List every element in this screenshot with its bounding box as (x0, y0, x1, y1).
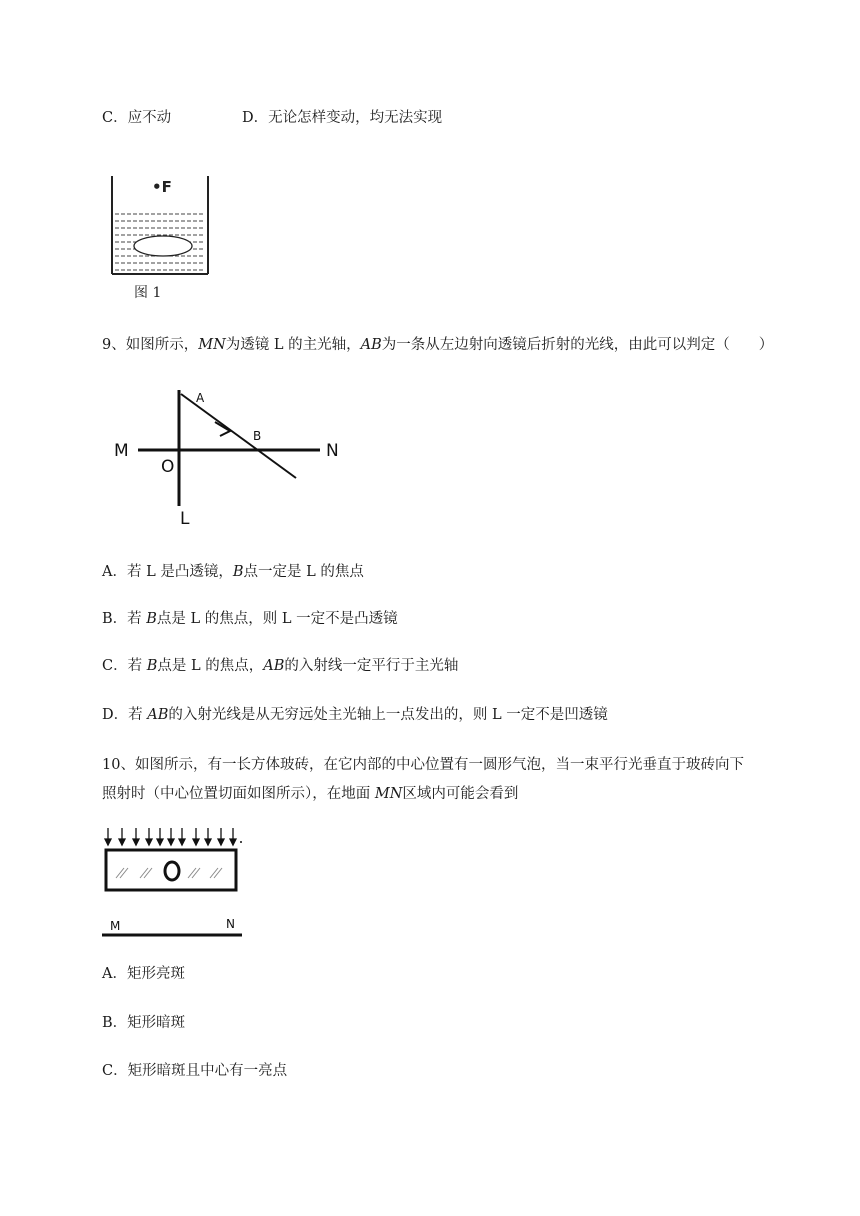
label-o: O (161, 457, 175, 477)
label-m: M (110, 919, 121, 933)
q9-option-c: C．若 B点是 L 的焦点，AB的入射线一定平行于主光轴 (102, 658, 459, 674)
glass-brick-diagram (100, 824, 250, 942)
focal-point-label: •F (152, 178, 172, 196)
q9-option-b: B．若 B点是 L 的焦点，则 L 一定不是凸透镜 (102, 611, 398, 627)
label-m: M (114, 441, 129, 461)
q9-option-a: A．若 L 是凸透镜，B点一定是 L 的焦点 (102, 564, 364, 580)
figure-1-container-diagram (106, 160, 218, 305)
air-bubble (165, 862, 179, 880)
label-n: N (226, 917, 235, 931)
q10-option-a: A．矩形亮斑 (102, 966, 185, 982)
label-a: A (196, 391, 205, 405)
label-n: N (326, 441, 339, 461)
label-b: B (253, 429, 262, 443)
q9-stem: 9、如图所示，MN为透镜 L 的主光轴，AB为一条从左边射向透镜后折射的光线，由此可以判定（ ） (102, 337, 774, 353)
q9-option-d: D．若 AB的入射光线是从无穷远处主光轴上一点发出的，则 L 一定不是凹透镜 (102, 707, 608, 723)
q8-option-d: D．无论怎样变动，均无法实现 (242, 110, 443, 126)
q8-option-c: C．应不动 (102, 110, 172, 126)
q10-stem-line-1: 10、如图所示，有一长方体玻砖，在它内部的中心位置有一圆形气泡，当一束平行光垂直于玻砖向下 (102, 757, 744, 773)
q10-stem-line-2: 照射时（中心位置切面如图所示），在地面 MN区域内可能会看到 (102, 786, 519, 802)
ray-ab (181, 394, 296, 478)
q10-option-b: B．矩形暗斑 (102, 1015, 186, 1031)
figure-1-caption: 图 1 (134, 285, 162, 301)
lens-axis-diagram (106, 382, 356, 530)
q10-option-c: C．矩形暗斑且中心有一亮点 (102, 1063, 288, 1079)
label-l: L (180, 509, 190, 529)
lens-ellipse (134, 236, 192, 256)
